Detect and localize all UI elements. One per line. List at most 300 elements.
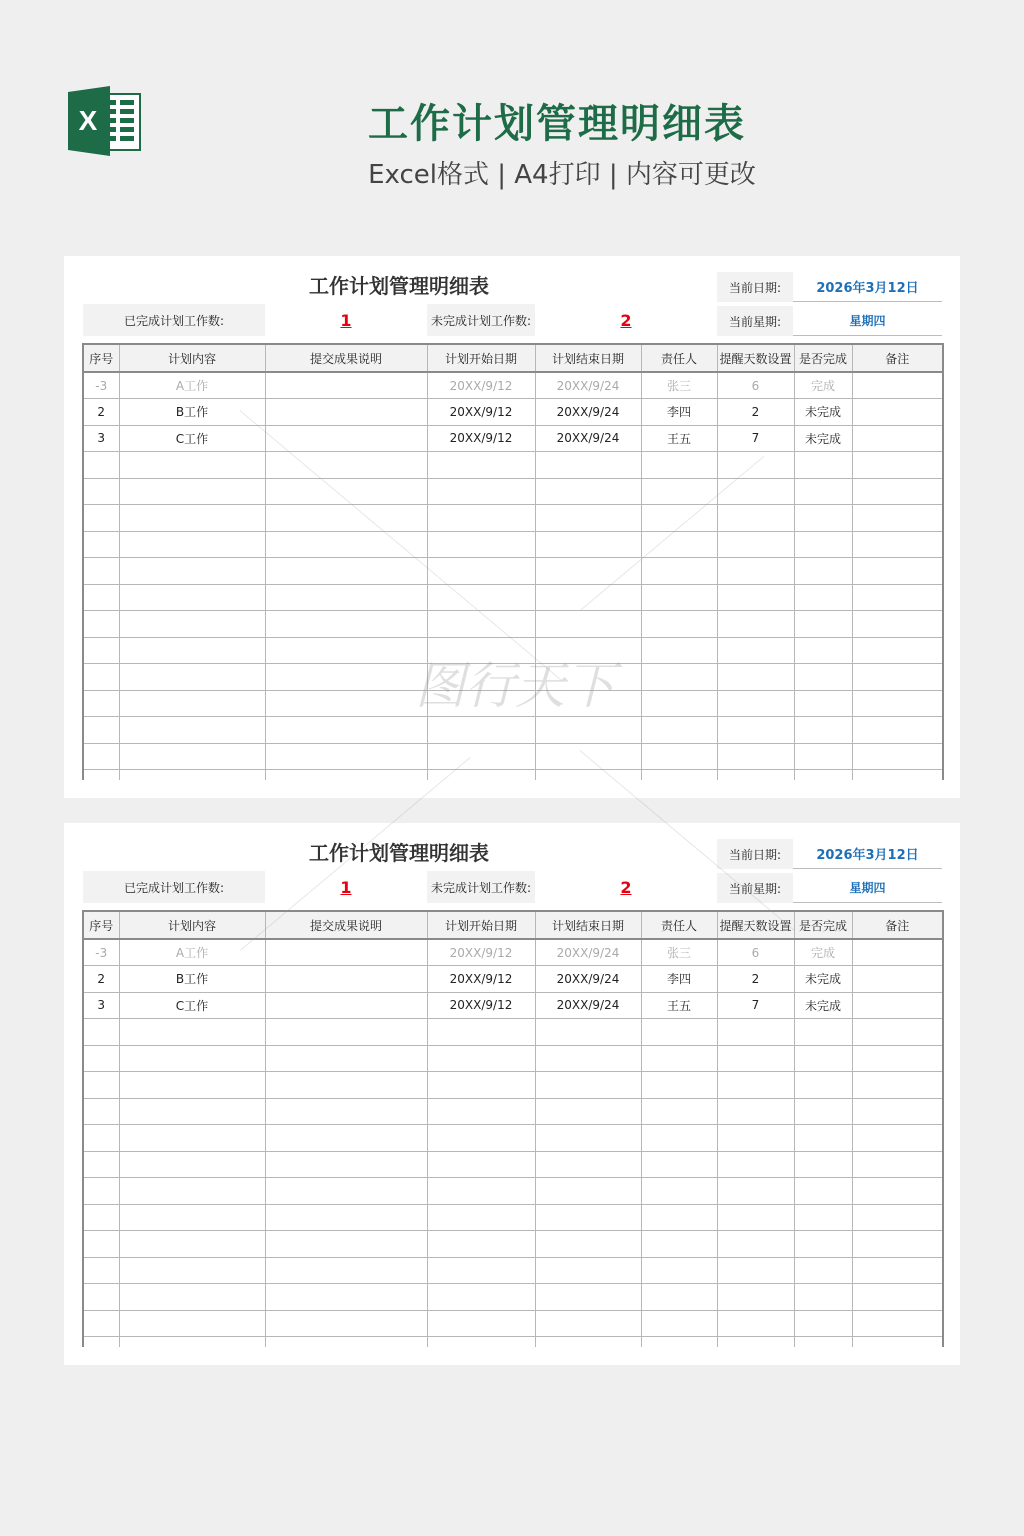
- table-cell[interactable]: [427, 531, 535, 558]
- table-cell[interactable]: [535, 531, 641, 558]
- table-cell[interactable]: [535, 770, 641, 780]
- table-cell[interactable]: [794, 452, 852, 479]
- table-cell[interactable]: [794, 1151, 852, 1178]
- table-cell[interactable]: [427, 452, 535, 479]
- table-cell[interactable]: [852, 425, 943, 452]
- table-cell[interactable]: [852, 1257, 943, 1284]
- table-cell[interactable]: [717, 1019, 794, 1046]
- uncompleted-count-label: 未完成计划工作数:: [427, 871, 535, 903]
- table-cell[interactable]: [265, 966, 427, 993]
- table-cell[interactable]: 完成: [794, 372, 852, 399]
- table-cell[interactable]: [535, 1337, 641, 1347]
- table-cell[interactable]: [265, 425, 427, 452]
- table-cell[interactable]: [119, 558, 265, 585]
- column-header: 序号: [83, 344, 119, 372]
- table-cell[interactable]: [119, 1072, 265, 1099]
- table-cell[interactable]: [641, 690, 717, 717]
- table-cell[interactable]: [535, 1178, 641, 1205]
- table-cell[interactable]: [265, 611, 427, 638]
- completed-count-label: 已完成计划工作数:: [83, 304, 265, 336]
- table-cell[interactable]: 20XX/9/12: [427, 992, 535, 1019]
- table-cell[interactable]: [641, 1257, 717, 1284]
- table-row: [83, 558, 943, 585]
- table-cell[interactable]: [641, 611, 717, 638]
- table-cell[interactable]: [119, 505, 265, 532]
- table-cell[interactable]: [852, 611, 943, 638]
- table-cell[interactable]: [119, 690, 265, 717]
- table-cell[interactable]: 完成: [794, 939, 852, 966]
- table-cell[interactable]: [794, 1204, 852, 1231]
- watermark-text: 图行天下: [415, 657, 615, 715]
- table-cell[interactable]: [852, 1151, 943, 1178]
- table-cell[interactable]: -3: [83, 372, 119, 399]
- table-cell[interactable]: [119, 664, 265, 691]
- table-cell[interactable]: [717, 505, 794, 532]
- table-cell[interactable]: [265, 1178, 427, 1205]
- table-cell[interactable]: [265, 743, 427, 770]
- table-cell[interactable]: [852, 770, 943, 780]
- table-cell[interactable]: [852, 478, 943, 505]
- table-cell[interactable]: [535, 1019, 641, 1046]
- table-cell[interactable]: [794, 770, 852, 780]
- table-cell[interactable]: [119, 770, 265, 780]
- table-cell[interactable]: [83, 637, 119, 664]
- table-cell[interactable]: 20XX/9/24: [535, 399, 641, 426]
- table-cell[interactable]: [535, 452, 641, 479]
- table-cell[interactable]: [83, 1178, 119, 1205]
- table-cell[interactable]: 未完成: [794, 992, 852, 1019]
- table-cell[interactable]: [83, 1231, 119, 1258]
- table-cell[interactable]: [535, 1045, 641, 1072]
- table-cell[interactable]: [265, 452, 427, 479]
- table-cell[interactable]: [119, 611, 265, 638]
- table-cell[interactable]: [119, 1310, 265, 1337]
- table-cell[interactable]: 3: [83, 992, 119, 1019]
- table-cell[interactable]: [83, 478, 119, 505]
- table-cell[interactable]: [852, 1204, 943, 1231]
- table-cell[interactable]: A工作: [119, 372, 265, 399]
- table-cell[interactable]: [83, 1151, 119, 1178]
- table-cell[interactable]: [535, 1098, 641, 1125]
- table-cell[interactable]: [265, 1284, 427, 1311]
- table-cell[interactable]: [427, 1337, 535, 1347]
- table-cell[interactable]: 未完成: [794, 399, 852, 426]
- table-cell[interactable]: [427, 611, 535, 638]
- table-cell[interactable]: [852, 1337, 943, 1347]
- table-cell[interactable]: [427, 1310, 535, 1337]
- table-cell[interactable]: [794, 1337, 852, 1347]
- table-cell[interactable]: [852, 664, 943, 691]
- current-week-label: 当前星期:: [717, 873, 793, 903]
- table-cell[interactable]: [83, 611, 119, 638]
- table-cell[interactable]: [852, 1178, 943, 1205]
- table-cell[interactable]: [83, 1310, 119, 1337]
- table-cell[interactable]: [119, 531, 265, 558]
- table-cell[interactable]: 2: [717, 399, 794, 426]
- table-cell[interactable]: [265, 399, 427, 426]
- table-cell[interactable]: 张三: [641, 939, 717, 966]
- table-cell[interactable]: 王五: [641, 992, 717, 1019]
- table-cell[interactable]: [119, 1257, 265, 1284]
- table-cell[interactable]: [265, 531, 427, 558]
- table-cell[interactable]: [535, 1072, 641, 1099]
- table-cell[interactable]: [852, 1231, 943, 1258]
- table-cell[interactable]: [852, 505, 943, 532]
- table-cell[interactable]: 20XX/9/12: [427, 966, 535, 993]
- table-cell[interactable]: 20XX/9/12: [427, 399, 535, 426]
- table-cell[interactable]: [717, 1204, 794, 1231]
- current-week-label: 当前星期:: [717, 306, 793, 336]
- table-cell[interactable]: 未完成: [794, 425, 852, 452]
- table-cell[interactable]: [717, 1045, 794, 1072]
- table-cell[interactable]: [852, 637, 943, 664]
- table-cell[interactable]: [852, 399, 943, 426]
- table-cell[interactable]: 20XX/9/24: [535, 992, 641, 1019]
- table-cell[interactable]: [852, 372, 943, 399]
- table-cell[interactable]: [265, 1098, 427, 1125]
- table-cell[interactable]: [794, 1098, 852, 1125]
- table-cell[interactable]: 20XX/9/12: [427, 425, 535, 452]
- table-cell[interactable]: [794, 1125, 852, 1152]
- table-cell[interactable]: [119, 478, 265, 505]
- current-week-value: 星期四: [793, 873, 942, 903]
- table-cell[interactable]: [265, 770, 427, 780]
- table-cell[interactable]: [717, 717, 794, 744]
- table-cell[interactable]: 6: [717, 939, 794, 966]
- table-cell[interactable]: [83, 1257, 119, 1284]
- table-cell[interactable]: [717, 1231, 794, 1258]
- table-cell[interactable]: [119, 743, 265, 770]
- table-cell[interactable]: [83, 1204, 119, 1231]
- column-header: 提醒天数设置: [717, 911, 794, 939]
- table-cell[interactable]: [641, 637, 717, 664]
- table-cell[interactable]: [641, 1310, 717, 1337]
- table-cell[interactable]: 20XX/9/24: [535, 372, 641, 399]
- table-cell[interactable]: 20XX/9/24: [535, 425, 641, 452]
- table-cell[interactable]: [265, 1045, 427, 1072]
- table-cell[interactable]: [427, 1231, 535, 1258]
- column-header: 责任人: [641, 344, 717, 372]
- table-cell[interactable]: [641, 1231, 717, 1258]
- table-cell[interactable]: [852, 966, 943, 993]
- table-cell[interactable]: [119, 1125, 265, 1152]
- table-cell[interactable]: [119, 1178, 265, 1205]
- table-cell[interactable]: [717, 611, 794, 638]
- table-cell[interactable]: [265, 1257, 427, 1284]
- table-cell[interactable]: [794, 505, 852, 532]
- table-cell[interactable]: [852, 992, 943, 1019]
- table-cell[interactable]: [427, 1257, 535, 1284]
- table-cell[interactable]: [427, 743, 535, 770]
- table-cell[interactable]: [119, 717, 265, 744]
- table-cell[interactable]: [794, 1045, 852, 1072]
- table-cell[interactable]: [265, 939, 427, 966]
- table-cell[interactable]: [717, 664, 794, 691]
- table-cell[interactable]: [535, 1204, 641, 1231]
- table-cell[interactable]: [83, 1098, 119, 1125]
- table-cell[interactable]: [427, 478, 535, 505]
- table-cell[interactable]: [427, 1072, 535, 1099]
- table-cell[interactable]: [717, 1178, 794, 1205]
- plan-table: [82, 910, 944, 1347]
- table-cell[interactable]: [119, 637, 265, 664]
- table-cell[interactable]: [265, 1072, 427, 1099]
- table-cell[interactable]: 2: [717, 966, 794, 993]
- table-cell[interactable]: 3: [83, 425, 119, 452]
- table-cell[interactable]: [794, 743, 852, 770]
- table-cell[interactable]: [535, 1125, 641, 1152]
- table-cell[interactable]: [83, 1125, 119, 1152]
- table-cell[interactable]: [794, 1231, 852, 1258]
- table-cell[interactable]: [794, 531, 852, 558]
- table-cell[interactable]: [641, 1125, 717, 1152]
- table-cell[interactable]: [265, 1204, 427, 1231]
- table-cell[interactable]: [717, 584, 794, 611]
- table-cell[interactable]: 7: [717, 992, 794, 1019]
- table-cell[interactable]: [427, 584, 535, 611]
- table-cell[interactable]: [265, 1337, 427, 1347]
- column-header: 备注: [852, 344, 943, 372]
- table-cell[interactable]: [265, 372, 427, 399]
- table-cell[interactable]: [641, 558, 717, 585]
- table-cell[interactable]: [852, 690, 943, 717]
- table-cell[interactable]: [119, 1204, 265, 1231]
- table-cell[interactable]: B工作: [119, 399, 265, 426]
- table-cell[interactable]: 20XX/9/24: [535, 939, 641, 966]
- table-cell[interactable]: -3: [83, 939, 119, 966]
- table-cell[interactable]: [641, 584, 717, 611]
- table-cell[interactable]: [641, 1019, 717, 1046]
- table-cell[interactable]: [119, 1151, 265, 1178]
- table-cell[interactable]: [794, 664, 852, 691]
- table-cell[interactable]: [535, 584, 641, 611]
- table-cell[interactable]: [717, 478, 794, 505]
- table-cell[interactable]: [535, 505, 641, 532]
- table-cell[interactable]: [641, 452, 717, 479]
- table-cell[interactable]: [641, 1284, 717, 1311]
- table-cell[interactable]: C工作: [119, 425, 265, 452]
- table-cell[interactable]: [852, 1019, 943, 1046]
- table-cell[interactable]: [852, 558, 943, 585]
- table-cell[interactable]: [427, 1178, 535, 1205]
- table-cell[interactable]: [717, 1310, 794, 1337]
- current-week-value: 星期四: [793, 306, 942, 336]
- table-cell[interactable]: [119, 452, 265, 479]
- table-cell[interactable]: [535, 478, 641, 505]
- table-row: [83, 1284, 943, 1311]
- table-cell[interactable]: [794, 1257, 852, 1284]
- table-cell[interactable]: [83, 1045, 119, 1072]
- table-cell[interactable]: [265, 1231, 427, 1258]
- table-cell[interactable]: [641, 1045, 717, 1072]
- table-cell[interactable]: [265, 584, 427, 611]
- table-cell[interactable]: 李四: [641, 966, 717, 993]
- table-cell[interactable]: 20XX/9/12: [427, 372, 535, 399]
- table-cell[interactable]: [119, 1284, 265, 1311]
- table-cell[interactable]: [641, 531, 717, 558]
- table-cell[interactable]: [794, 690, 852, 717]
- table-cell[interactable]: [641, 770, 717, 780]
- table-cell[interactable]: [265, 1151, 427, 1178]
- table-cell[interactable]: [794, 478, 852, 505]
- table-cell[interactable]: [119, 1019, 265, 1046]
- table-cell[interactable]: [119, 1045, 265, 1072]
- table-cell[interactable]: [83, 664, 119, 691]
- table-cell[interactable]: [641, 1151, 717, 1178]
- table-cell[interactable]: 6: [717, 372, 794, 399]
- table-cell[interactable]: 20XX/9/24: [535, 966, 641, 993]
- column-header: 是否完成: [794, 911, 852, 939]
- table-cell[interactable]: [83, 505, 119, 532]
- table-cell[interactable]: [794, 1178, 852, 1205]
- sheet-title: 工作计划管理明细表: [309, 274, 489, 298]
- table-cell[interactable]: [265, 1019, 427, 1046]
- table-cell[interactable]: [427, 505, 535, 532]
- table-cell[interactable]: [852, 1125, 943, 1152]
- table-cell[interactable]: [427, 1045, 535, 1072]
- table-cell[interactable]: [852, 1310, 943, 1337]
- table-cell[interactable]: [119, 1231, 265, 1258]
- column-header: 计划开始日期: [427, 344, 535, 372]
- table-cell[interactable]: [427, 1204, 535, 1231]
- table-cell[interactable]: [83, 743, 119, 770]
- table-cell[interactable]: [717, 1072, 794, 1099]
- table-cell[interactable]: 7: [717, 425, 794, 452]
- column-header: 计划开始日期: [427, 911, 535, 939]
- table-cell[interactable]: [265, 1125, 427, 1152]
- table-cell[interactable]: [427, 1284, 535, 1311]
- table-cell[interactable]: [119, 1337, 265, 1347]
- table-cell[interactable]: [717, 1098, 794, 1125]
- current-date-value: 2026年3月12日: [793, 272, 942, 302]
- table-cell[interactable]: [852, 531, 943, 558]
- table-cell[interactable]: [717, 558, 794, 585]
- table-cell[interactable]: [427, 1098, 535, 1125]
- table-cell[interactable]: 2: [83, 399, 119, 426]
- table-cell[interactable]: [794, 1284, 852, 1311]
- table-cell[interactable]: [641, 1204, 717, 1231]
- table-cell[interactable]: [535, 1310, 641, 1337]
- table-cell[interactable]: [83, 1337, 119, 1347]
- table-cell[interactable]: [794, 584, 852, 611]
- table-cell[interactable]: [794, 558, 852, 585]
- table-cell[interactable]: [83, 717, 119, 744]
- table-row: [83, 743, 943, 770]
- table-cell[interactable]: [852, 1284, 943, 1311]
- table-cell[interactable]: [794, 1072, 852, 1099]
- table-cell[interactable]: [717, 770, 794, 780]
- table-cell[interactable]: [83, 1072, 119, 1099]
- table-cell[interactable]: [535, 1284, 641, 1311]
- table-cell[interactable]: [83, 690, 119, 717]
- table-cell[interactable]: [265, 505, 427, 532]
- table-cell[interactable]: [717, 1125, 794, 1152]
- table-cell[interactable]: [535, 1257, 641, 1284]
- table-cell[interactable]: [717, 690, 794, 717]
- table-cell[interactable]: [794, 717, 852, 744]
- table-cell[interactable]: [265, 992, 427, 1019]
- table-cell[interactable]: 张三: [641, 372, 717, 399]
- table-cell[interactable]: [852, 1045, 943, 1072]
- table-cell[interactable]: [641, 717, 717, 744]
- table-row: [83, 1098, 943, 1125]
- table-cell[interactable]: [641, 1098, 717, 1125]
- table-cell[interactable]: [641, 743, 717, 770]
- table-cell[interactable]: [427, 1019, 535, 1046]
- table-cell[interactable]: [852, 1098, 943, 1125]
- table-row: [83, 1072, 943, 1099]
- table-cell[interactable]: [83, 531, 119, 558]
- table-cell[interactable]: [83, 558, 119, 585]
- table-cell[interactable]: [717, 1284, 794, 1311]
- table-row: [83, 1151, 943, 1178]
- table-cell[interactable]: [852, 1072, 943, 1099]
- table-cell[interactable]: 20XX/9/12: [427, 939, 535, 966]
- table-cell[interactable]: [794, 1019, 852, 1046]
- table-cell[interactable]: [83, 584, 119, 611]
- table-cell[interactable]: [119, 584, 265, 611]
- table-cell[interactable]: [427, 1125, 535, 1152]
- table-cell[interactable]: [83, 1019, 119, 1046]
- table-cell[interactable]: [852, 584, 943, 611]
- table-cell[interactable]: [717, 743, 794, 770]
- column-header: 计划结束日期: [535, 344, 641, 372]
- table-cell[interactable]: [83, 452, 119, 479]
- table-cell[interactable]: [83, 1284, 119, 1311]
- table-cell[interactable]: [794, 1310, 852, 1337]
- table-cell[interactable]: [717, 452, 794, 479]
- table-row: [83, 611, 943, 638]
- table-cell[interactable]: [717, 1257, 794, 1284]
- table-cell[interactable]: B工作: [119, 966, 265, 993]
- excel-logo-letter: X: [78, 105, 98, 136]
- table-cell[interactable]: 李四: [641, 399, 717, 426]
- table-cell[interactable]: [717, 1151, 794, 1178]
- watermark-logo: [390, 648, 640, 728]
- table-cell[interactable]: [852, 452, 943, 479]
- table-cell[interactable]: [265, 1310, 427, 1337]
- table-cell[interactable]: [794, 611, 852, 638]
- table-cell[interactable]: [641, 478, 717, 505]
- table-cell[interactable]: [83, 770, 119, 780]
- table-cell[interactable]: [641, 1337, 717, 1347]
- table-cell[interactable]: [852, 743, 943, 770]
- table-cell[interactable]: C工作: [119, 992, 265, 1019]
- table-cell[interactable]: 未完成: [794, 966, 852, 993]
- table-cell[interactable]: [265, 558, 427, 585]
- table-cell[interactable]: [852, 717, 943, 744]
- table-cell[interactable]: [852, 939, 943, 966]
- table-cell[interactable]: [119, 1098, 265, 1125]
- table-cell[interactable]: [641, 1072, 717, 1099]
- table-cell[interactable]: [641, 664, 717, 691]
- table-row: [83, 478, 943, 505]
- table-cell[interactable]: [717, 531, 794, 558]
- sheet-preview-2: [64, 823, 960, 1365]
- table-cell[interactable]: A工作: [119, 939, 265, 966]
- table-cell[interactable]: [535, 1231, 641, 1258]
- table-cell[interactable]: [794, 637, 852, 664]
- table-cell[interactable]: [535, 1151, 641, 1178]
- table-cell[interactable]: [717, 1337, 794, 1347]
- table-cell[interactable]: [427, 1151, 535, 1178]
- table-cell[interactable]: 王五: [641, 425, 717, 452]
- column-header: 序号: [83, 911, 119, 939]
- table-cell[interactable]: [535, 611, 641, 638]
- table-cell[interactable]: 2: [83, 966, 119, 993]
- table-cell[interactable]: [717, 637, 794, 664]
- table-cell[interactable]: [641, 1178, 717, 1205]
